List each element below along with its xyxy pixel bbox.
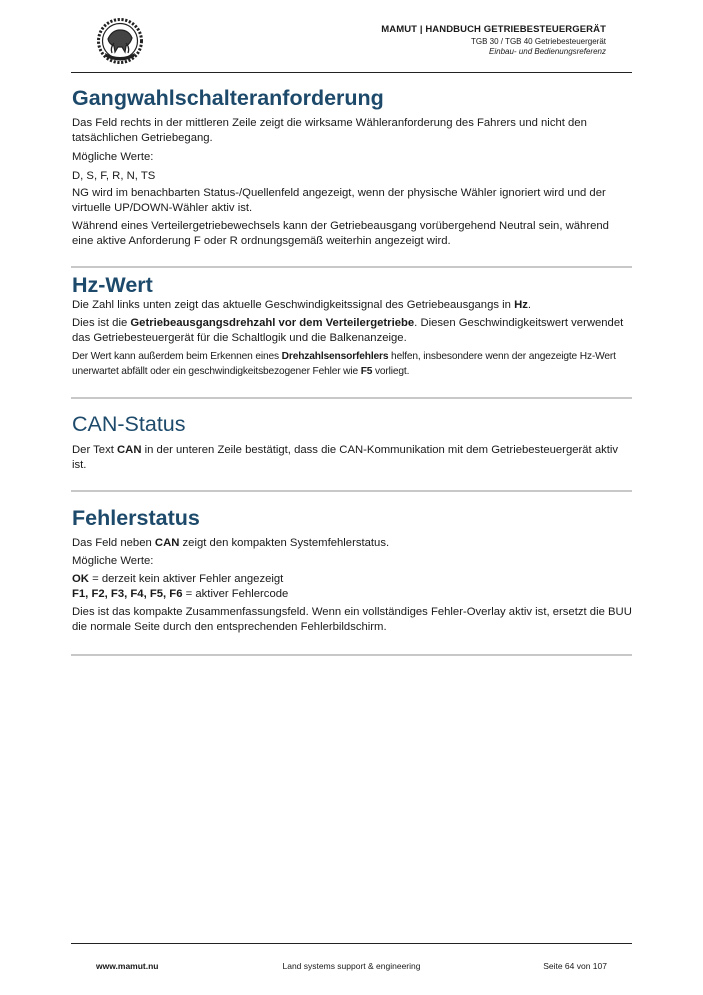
section-divider xyxy=(71,490,632,492)
paragraph: Der Text CAN in der unteren Zeile bestätigt, dass die CAN-Kommunikation mit dem Getriebesteuergerät aktiv ist. xyxy=(72,444,619,471)
paragraph: Die Zahl links unten zeigt das aktuelle Geschwindigkeitssignal des Getriebeausgangs in Hz. xyxy=(72,299,532,311)
paragraph: Mögliche Werte: xyxy=(72,555,154,567)
section-heading: CAN-Status xyxy=(72,412,186,436)
paragraph: Dies ist die Getriebeausgangsdrehzahl vor dem Verteilergetriebe. Diesen Geschwindigkeitswert verwendet das Getriebesteuergerät für die Schaltlogik und die Balkenanzeige. xyxy=(72,317,624,344)
page-number: Seite 64 von 107 xyxy=(543,961,607,971)
paragraph: Während eines Verteilergetriebewechsels kann der Getriebeausgang vorübergehend Neutral sein, während eine aktive Anforderung F oder R ordnungsgemäß weiterhin angezeigt wird. xyxy=(72,220,609,247)
section-hz-value xyxy=(72,273,632,379)
mamut-logo-icon xyxy=(95,17,145,65)
header-text xyxy=(381,24,606,56)
paragraph: NG wird im benachbarten Status-/Quellenfeld angezeigt, wenn der physische Wähler ignoriert wird und der virtuelle UP/DOWN-Wähler aktiv ist. xyxy=(72,187,606,214)
paragraph: Das Feld neben CAN zeigt den kompakten Systemfehlerstatus. xyxy=(72,537,390,549)
value-ok: OK = derzeit kein aktiver Fehler angezeigt xyxy=(72,573,284,585)
footer-rule xyxy=(71,943,632,944)
footer-website-link[interactable]: www.mamut.nu xyxy=(96,961,159,971)
paragraph: Der Wert kann außerdem beim Erkennen eines Drehzahlsensorfehlers helfen, insbesondere wenn der angezeigte Hz-Wert unerwartet abfällt oder ein geschwindigkeitsbezogener Fehler wie F5 vorliegt. xyxy=(72,351,616,377)
page-header xyxy=(0,0,703,74)
section-heading: Hz-Wert xyxy=(72,273,153,297)
paragraph: Mögliche Werte: xyxy=(72,151,154,163)
section-divider xyxy=(71,266,632,268)
document-subtitle: TGB 30 / TGB 40 Getriebesteuergerät xyxy=(470,37,606,46)
paragraph: D, S, F, R, N, TS xyxy=(72,170,156,182)
section-fault-status xyxy=(72,506,632,635)
paragraph: Das Feld rechts in der mittleren Zeile zeigt die wirksame Wähleranforderung des Fahrers und nicht den tatsächlichen Getriebegang. xyxy=(72,117,587,144)
section-divider xyxy=(71,397,632,399)
section-can-status xyxy=(72,412,632,473)
section-divider xyxy=(71,654,632,656)
document-title: MAMUT | HANDBUCH GETRIEBESTEUERGERÄT xyxy=(381,24,606,35)
value-fault-codes: F1, F2, F3, F4, F5, F6 = aktiver Fehlercode xyxy=(72,588,289,600)
page-footer xyxy=(0,950,703,980)
section-heading: Gangwahlschalteranforderung xyxy=(72,86,384,110)
section-heading: Fehlerstatus xyxy=(72,506,200,530)
paragraph: Dies ist das kompakte Zusammenfassungsfeld. Wenn ein vollständiges Fehler-Overlay aktiv ist, ersetzt die BUU die normale Seite durch den entsprechenden Fehlerbildschirm. xyxy=(72,606,632,633)
document-subtitle-2: Einbau- und Bedienungsreferenz xyxy=(489,47,606,56)
section-gear-selector xyxy=(72,86,632,249)
header-rule xyxy=(71,72,632,73)
footer-tagline: Land systems support & engineering xyxy=(282,961,421,971)
